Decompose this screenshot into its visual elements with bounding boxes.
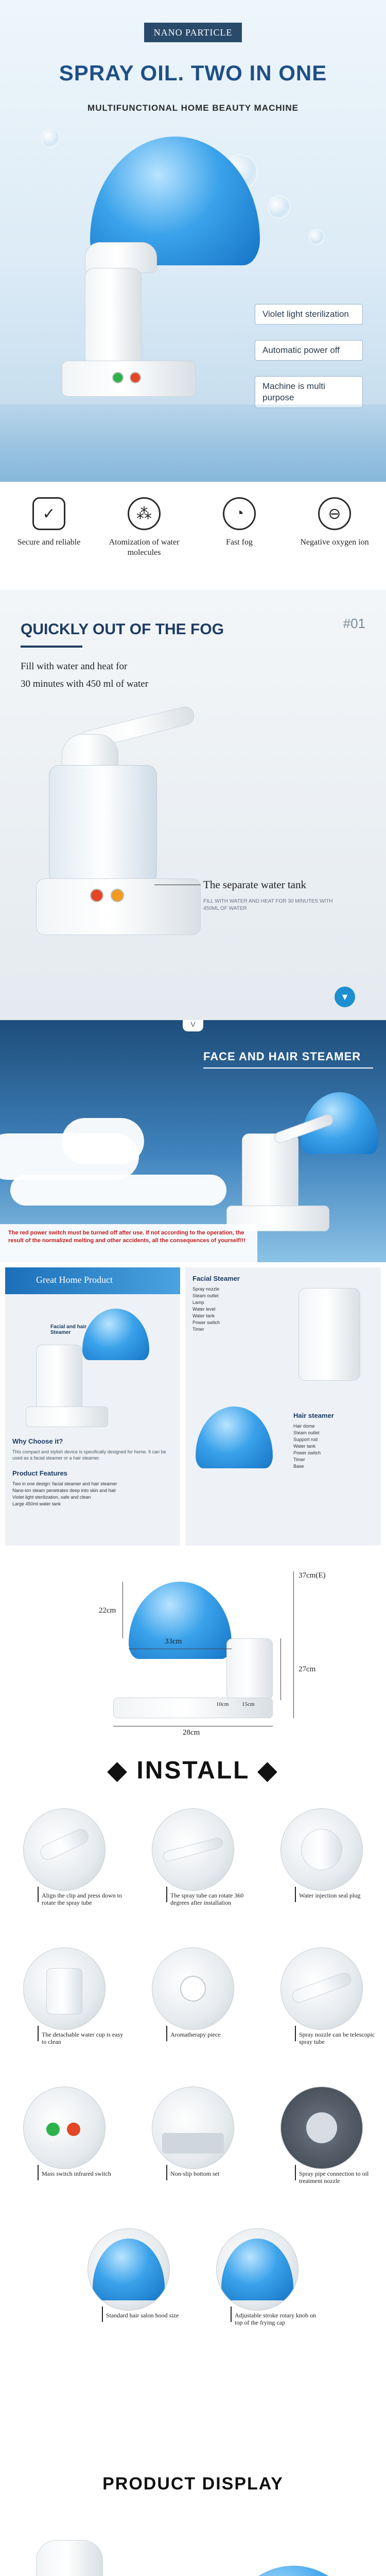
dim-base-depth: 15cm	[242, 1701, 255, 1707]
step-pointer	[295, 2026, 296, 2041]
icon-label: Negative oxygen ion	[300, 538, 369, 547]
facial-part: Water tank	[192, 1313, 215, 1318]
icon-item-secure	[10, 497, 87, 548]
facial-parts-list	[192, 1286, 270, 1333]
feature-text: Violet light sterilization	[262, 309, 349, 319]
dim-height-top: 22cm	[99, 1606, 116, 1615]
step-text: Mass switch infrared switch	[42, 2170, 111, 2177]
bubble-decoration	[309, 229, 324, 245]
facial-steamer-diagram	[299, 1288, 360, 1381]
install-step	[280, 1947, 375, 2045]
fog-caption: The separate water tank	[203, 878, 306, 891]
step-text: Spray pipe connection to oil treatment nozzle	[299, 2170, 369, 2184]
cloud-decoration	[62, 1118, 144, 1164]
hair-parts-list	[293, 1423, 376, 1470]
install-step	[152, 2087, 234, 2177]
feature-box	[255, 340, 363, 361]
dim-height-total: 37cm(E)	[299, 1571, 326, 1580]
dim-width-dome: 33cm	[165, 1637, 182, 1646]
step-pointer	[38, 2026, 39, 2041]
negative-oxygen-icon: ⊖	[318, 497, 351, 530]
hair-part: Steam outlet	[293, 1430, 320, 1435]
step-pointer	[38, 1887, 39, 1902]
hair-part: Hair dome	[293, 1423, 315, 1429]
fog-section	[0, 590, 386, 1020]
orange-knob	[111, 889, 124, 902]
step-pointer	[166, 2165, 167, 2180]
step-ring	[280, 1808, 363, 1891]
spec-banner-title: Great Home Product	[36, 1275, 113, 1285]
features-heading: Product Features	[12, 1469, 67, 1477]
warning-notice: The red power switch must be turned off after use. If not according to the operation, the result of the normalized melting and other accidents, all the consequences of yourself!!!	[0, 1224, 257, 1262]
steamer-body	[226, 1638, 273, 1700]
install-step	[23, 2087, 111, 2177]
feature-box	[255, 376, 363, 408]
chevron-down-icon: ▼	[335, 987, 355, 1007]
features-item: Two in one design: facial steamer and hair steamer	[12, 1481, 117, 1486]
step-ring	[280, 1947, 363, 2030]
step-ring	[216, 2228, 299, 2311]
step-text: Aromatherapy piece	[170, 2031, 221, 2038]
spec-left-panel	[5, 1267, 180, 1546]
fog-title-underline	[21, 646, 82, 648]
spec-right-panel	[185, 1267, 381, 1546]
hair-part: Base	[293, 1464, 304, 1469]
feature-text: Automatic power off	[262, 345, 340, 355]
features-item: Nano-ion steam penetrates deep into skin and hair	[12, 1488, 116, 1493]
why-text: This compact and stylish device is specifically designed for home. It can be used as a facial steamer or a hair steamer.	[12, 1449, 166, 1461]
feature-icons-row	[0, 482, 386, 590]
icon-label: Secure and reliable	[17, 538, 81, 547]
icon-item-fast-fog	[201, 497, 278, 548]
facial-part: Steam outlet	[192, 1293, 219, 1298]
spec-left-label: Facial and hair Steamer	[50, 1324, 87, 1335]
water-surface	[0, 404, 386, 482]
step-text: Non-slip bottom set	[170, 2170, 220, 2177]
step-pointer	[38, 2165, 39, 2180]
install-step	[152, 1947, 234, 2038]
feature-text: Machine is multi purpose	[262, 381, 325, 402]
hair-dome-diagram	[196, 1406, 273, 1468]
fog-subcaption: FILL WITH WATER AND HEAT FOR 30 MINUTES WITH 450ML OF WATER	[203, 899, 333, 911]
fog-line-2: 30 minutes with 450 ml of water	[21, 679, 149, 689]
water-tank	[49, 765, 157, 884]
steamer-dome	[82, 1309, 149, 1360]
product-display-title: PRODUCT DISPLAY	[102, 2474, 284, 2494]
section-divider-pill: V	[183, 1020, 203, 1031]
sky-title-underline	[203, 1067, 373, 1069]
features-item: Violet light sterilization, safe and clean	[12, 1495, 91, 1500]
step-ring	[23, 1947, 106, 2030]
dimension-line	[293, 1571, 294, 1718]
bubble-decoration	[268, 196, 290, 218]
fog-line-1: Fill with water and heat for	[21, 661, 128, 672]
install-step	[87, 2228, 179, 2319]
icon-label: Atomization of water molecules	[109, 538, 180, 557]
facial-part: Lamp	[192, 1300, 204, 1305]
product-hair-dome	[216, 2566, 371, 2576]
step-ring	[280, 2087, 363, 2169]
install-step	[23, 1808, 122, 1906]
install-section	[0, 1747, 386, 2463]
sky-title: FACE AND HAIR STEAMER	[203, 1050, 361, 1063]
hero-subtitle: MULTIFUNCTIONAL HOME BEAUTY MACHINE	[87, 103, 299, 113]
why-heading: Why Choose it?	[12, 1437, 63, 1445]
step-text: Standard hair salon hood size	[106, 2312, 179, 2319]
dimension-line	[122, 1582, 123, 1638]
install-step	[280, 2087, 369, 2184]
steamer-body	[85, 268, 142, 366]
hair-part: Support rod	[293, 1437, 318, 1442]
atomization-icon: ⁂	[128, 497, 161, 530]
hair-part: Power switch	[293, 1450, 321, 1455]
steamer-dome	[129, 1582, 232, 1659]
step-ring	[152, 1808, 234, 1891]
dim-base-length: 28cm	[183, 1728, 200, 1737]
step-ring	[152, 2087, 234, 2169]
step-text: The spray tube can rotate 360 degrees after installation	[170, 1892, 244, 1906]
install-step	[216, 2228, 316, 2326]
spec-sheet-section	[0, 1262, 386, 1551]
dimension-line	[280, 1638, 281, 1700]
step-text: Spray nozzle can be telescopic spray tube	[299, 2031, 375, 2045]
step-text: Align the clip and press down to rotate the spray tube	[42, 1892, 122, 1906]
steamer-head	[36, 2540, 103, 2576]
facial-part: Spray nozzle	[192, 1286, 220, 1292]
step-pointer	[295, 1887, 296, 1902]
step-ring	[23, 1808, 106, 1891]
hair-part: Timer	[293, 1457, 305, 1462]
steamer-base	[62, 361, 196, 397]
hero-title: SPRAY OIL. TWO IN ONE	[59, 61, 327, 85]
features-item: Large 450ml water tank	[12, 1501, 61, 1506]
icon-item-atomization	[106, 497, 183, 558]
spec-banner	[5, 1267, 180, 1294]
red-knob	[130, 372, 141, 383]
fog-title: QUICKLY OUT OF THE FOG	[21, 621, 224, 638]
product-display-section	[0, 2463, 386, 2576]
steamer-base	[36, 878, 201, 935]
section-number: #01	[343, 616, 365, 631]
install-step	[152, 1808, 244, 1906]
bubble-decoration	[41, 129, 60, 147]
facial-part: Timer	[192, 1327, 204, 1332]
red-knob	[90, 889, 103, 902]
sky-section	[0, 1020, 386, 1262]
steamer-base	[26, 1406, 108, 1427]
install-title: ◆ INSTALL ◆	[108, 1757, 278, 1784]
features-list	[12, 1481, 172, 1507]
steamer-body	[36, 1345, 82, 1412]
icon-item-negative-oxygen	[296, 497, 373, 548]
dim-body-height: 27cm	[299, 1665, 316, 1673]
step-pointer	[166, 2026, 167, 2041]
hair-part: Water tank	[293, 1444, 316, 1449]
steamer-body	[242, 1133, 299, 1211]
steamer-base	[113, 1698, 273, 1718]
step-pointer	[231, 2307, 232, 2322]
install-step	[23, 1947, 124, 2045]
dimensions-section	[0, 1551, 386, 1747]
fast-fog-icon: ◔	[223, 497, 256, 530]
facial-part: Power switch	[192, 1320, 220, 1325]
facial-part: Water level	[192, 1307, 216, 1312]
cloud-decoration	[10, 1175, 226, 1206]
hero-section	[0, 0, 386, 482]
step-ring	[152, 1947, 234, 2030]
shield-check-icon: ✓	[32, 497, 65, 530]
hair-heading: Hair steamer	[293, 1412, 334, 1419]
step-text: Water injection seal plug	[299, 1892, 361, 1899]
step-text: Adjustable stroke rotary knob on top of the frying cap	[235, 2312, 316, 2326]
hero-tag: NANO PARTICLE	[144, 23, 242, 42]
green-knob	[112, 372, 124, 383]
install-step	[280, 1808, 363, 1899]
step-ring	[23, 2087, 106, 2169]
facial-heading: Facial Steamer	[192, 1275, 240, 1282]
step-text: The detachable water cup is easy to clean	[42, 2031, 124, 2045]
dim-base-width: 10cm	[216, 1701, 229, 1707]
step-pointer	[102, 2307, 103, 2322]
feature-box	[255, 304, 363, 325]
step-pointer	[166, 1887, 167, 1902]
icon-label: Fast fog	[226, 538, 253, 547]
step-ring	[87, 2228, 170, 2311]
step-pointer	[295, 2165, 296, 2180]
